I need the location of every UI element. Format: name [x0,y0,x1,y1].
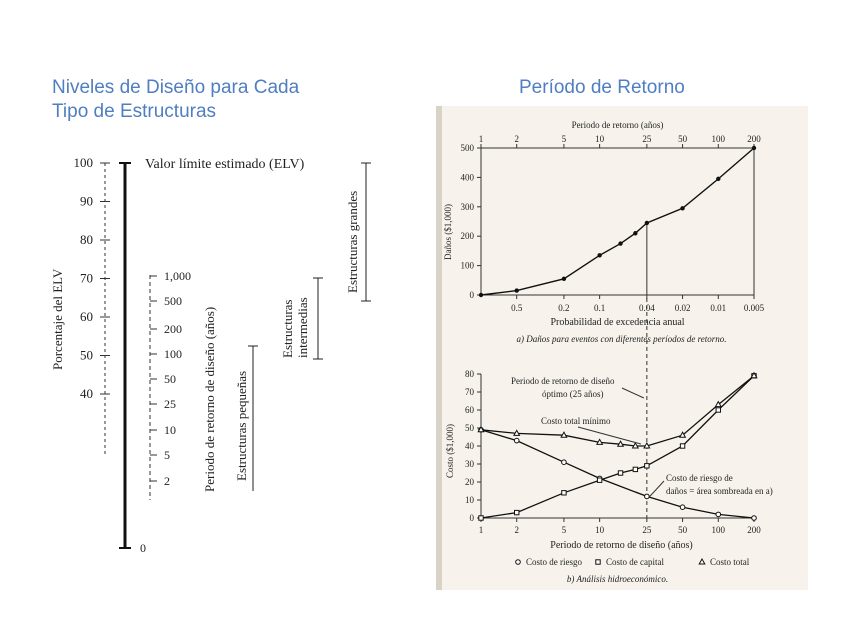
chart-a-damage-point [479,293,483,297]
pct-tick-label: 80 [80,232,93,247]
chart-b-annotation-optimal-2: óptimo (25 años) [542,389,604,399]
chart-a-top-tick-label: 2 [514,134,519,144]
chart-b-y-tick-label: 80 [465,369,474,379]
chart-a-y-tick-label: 400 [460,172,474,183]
chart-b-y-tick-label: 20 [465,477,474,487]
period-tick-label: 500 [164,294,182,308]
zero-label: 0 [140,541,146,555]
period-tick-label: 1,000 [164,269,191,283]
intermediate-structures-label-1: Estructuras [280,299,295,358]
period-tick-label: 25 [164,397,176,411]
chart-b-risk-point [514,438,519,443]
pct-ticks [74,155,111,401]
chart-b-capital-point [645,464,649,468]
period-ticks [150,269,191,488]
chart-a-y-tick-label: 200 [460,231,474,242]
chart-a-x-tick-label: 0.02 [674,303,691,313]
chart-a-x-tick-label: 0.5 [511,303,523,313]
chart-a-y-axis-label: Daños ($1,000) [443,204,453,260]
pct-tick-label: 100 [73,155,93,170]
chart-b-risk-point [645,494,650,499]
chart-a-damage-point [645,221,649,225]
chart-a-top-tick-label: 25 [642,134,652,144]
chart-a-x-tick-label: 0.005 [743,303,765,313]
chart-b-annotation-risk-2: daños = área sombreada en a) [666,486,773,496]
chart-b-y-tick-label: 0 [469,513,474,523]
period-tick-label: 5 [164,448,170,462]
elv-label: Valor límite estimado (ELV) [145,157,305,172]
chart-a-damage-point [752,146,756,150]
chart-b-capital-point [515,510,519,514]
chart-b-capital-point [479,516,483,520]
left-title-line-2: Tipo de Estructuras [52,101,217,122]
chart-b-y-tick-label: 60 [465,405,474,415]
chart-b-capital-point [716,408,720,412]
left-title-line-1: Niveles de Diseño para Cada [52,77,300,98]
pct-tick-label: 60 [80,309,93,324]
pct-tick-label: 70 [80,270,93,286]
chart-b-risk-point [716,512,721,517]
chart-b-x-tick-label: 1 [478,525,484,535]
chart-b-x-tick-label: 50 [678,525,688,535]
chart-b-risk-point [680,505,685,510]
scan-edge-shadow [436,106,442,590]
chart-a-x-axis-label: Probabilidad de excedencia anual [550,317,685,328]
intermediate-structures-label-2: intermedias [295,297,310,358]
pct-tick-label: 90 [80,193,93,209]
pct-tick-label: 50 [80,347,93,363]
chart-b-y-tick-label: 70 [465,387,474,397]
chart-a-x-tick-label: 0.2 [558,303,570,313]
chart-a-x-tick-label: 0.1 [594,303,606,313]
chart-b-x-tick-label: 10 [595,525,605,535]
right-slide-title: Período de Retorno [519,77,685,98]
large-structures-label: Estructuras grandes [345,190,360,293]
legend-label-2: Costo total [710,557,750,567]
chart-b-capital-point [597,478,601,482]
legend-capital-marker [596,560,600,564]
chart-b-x-tick-label: 200 [747,525,761,535]
chart-a-damage-point [716,177,720,181]
chart-a-top-tick-label: 1 [478,134,484,144]
chart-a-damage-point [515,288,519,292]
chart-b-y-tick-label: 40 [465,441,474,451]
chart-a-damage-point [618,241,622,245]
period-tick-label: 100 [164,347,182,361]
period-tick-label: 2 [164,474,170,488]
chart-b-risk-point [562,460,567,465]
legend-label-0: Costo de riesgo [526,557,582,567]
chart-a-damage-point [633,231,637,235]
chart-b-capital-point [562,491,566,495]
chart-b-annotation-risk-1: Costo de riesgo de [666,473,733,483]
period-axis-label: Periodo de retorno de diseño (años) [202,306,217,492]
chart-a-y-tick-label: 300 [460,201,474,212]
small-structures-label: Estructuras pequeñas [234,370,249,481]
chart-b-capital-point [633,467,637,471]
chart-a-top-tick-label: 100 [711,134,726,144]
chart-b-y-tick-label: 50 [465,423,474,433]
period-tick-label: 10 [164,423,176,437]
chart-b-y-tick-label: 30 [465,459,474,469]
chart-a-y-tick-label: 100 [460,260,474,271]
period-tick-label: 50 [164,372,176,386]
chart-a-top-tick-label: 5 [561,134,567,144]
chart-b-x-axis-label: Periodo de retorno de diseño (años) [550,540,693,551]
legend-risk-marker [516,560,521,565]
chart-b-y-tick-label: 10 [465,495,474,505]
chart-a-top-tick-label: 200 [747,134,761,144]
chart-b-annotation-min-total: Costo total mínimo [541,416,611,426]
chart-a-top-axis-label: Periodo de retorno (años) [571,120,664,130]
chart-a-y-tick-label: 0 [469,290,474,300]
chart-b-risk-point [752,516,757,521]
chart-b-x-tick-label: 25 [642,525,652,535]
chart-a-top-tick-label: 50 [678,134,688,144]
chart-b-caption: b) Análisis hidroeconómico. [566,574,669,584]
chart-b-annotation-optimal-1: Periodo de retorno de diseño [511,376,615,386]
chart-a-x-tick-label: 0.01 [710,303,727,313]
chart-a-damage-point [680,206,684,210]
chart-a-caption: a) Daños para eventos con diferentes períodos de retorno. [516,334,727,344]
chart-a-damage-point [597,253,601,257]
period-tick-label: 200 [164,322,182,336]
chart-b-x-tick-label: 5 [561,525,567,535]
chart-b-x-tick-label: 100 [711,525,726,535]
pct-axis-label: Porcentaje del ELV [50,268,65,370]
chart-a-top-tick-label: 10 [595,134,605,144]
chart-a-x-tick-label: 0.04 [638,303,655,313]
chart-b-capital-point [618,471,622,475]
chart-b-y-axis-label: Costo ($1,000) [445,424,455,478]
chart-a-damage-point [562,277,566,281]
chart-a-y-tick-label: 500 [460,143,474,153]
pct-tick-label: 40 [80,386,93,401]
legend-label-1: Costo de capital [606,557,664,567]
chart-b-x-tick-label: 2 [514,525,519,535]
chart-b-capital-point [680,444,684,448]
